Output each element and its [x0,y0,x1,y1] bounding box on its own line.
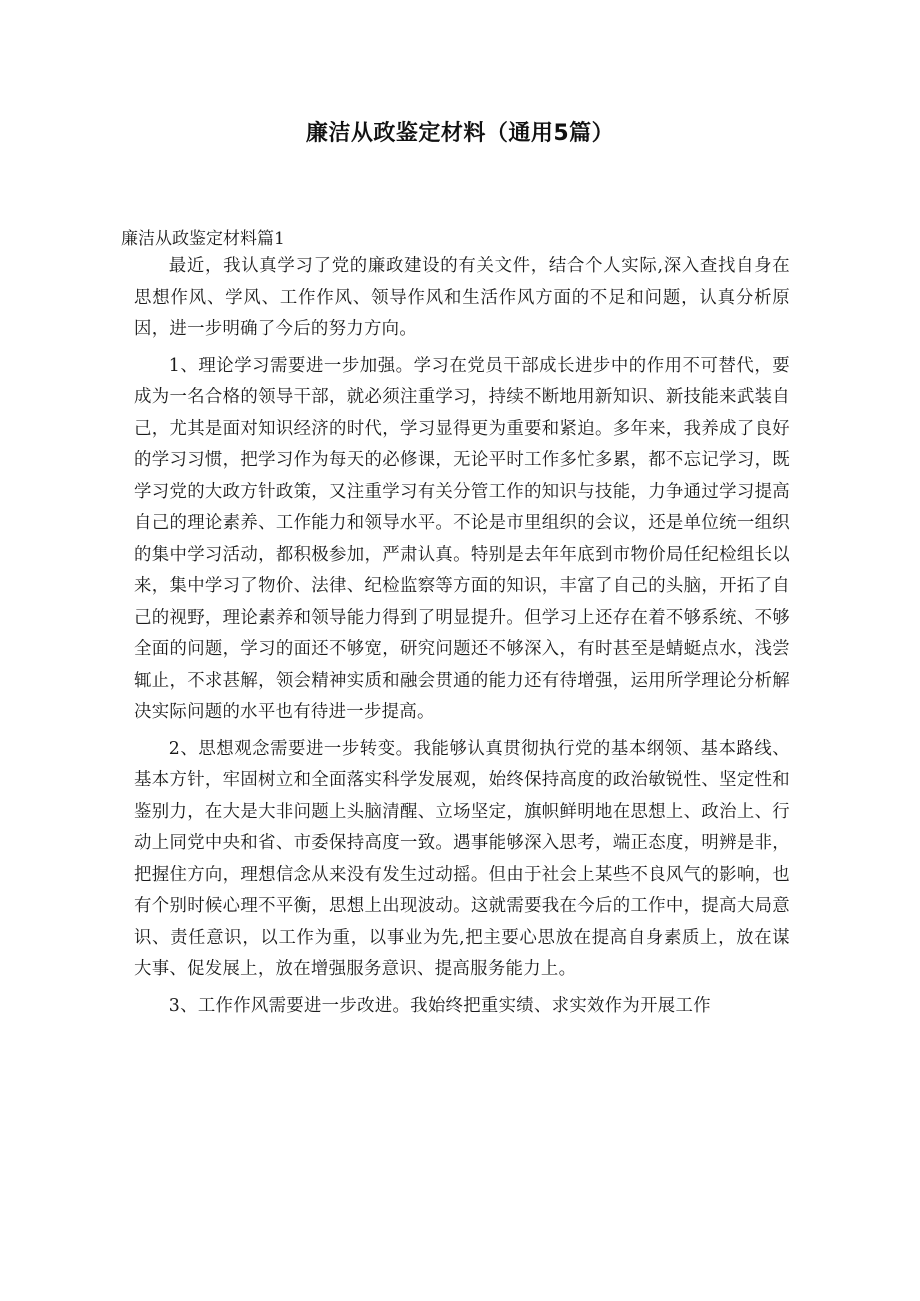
paragraph-thinking: 2、思想观念需要进一步转变。我能够认真贯彻执行党的基本纲领、基本路线、基本方针，牢固树立和全面落实科学发展观，始终保持高度的政治敏锐性、坚定性和鉴别力，在大是大非问题上头脑清醒、立场坚定，旗帜鲜明地在思想上、政治上、行动上同党中央和省、市委保持高度一致。遇事能够深入思考，端正态度，明辨是非，把握住方向，理想信念从来没有发生过动摇。但由于社会上某些不良风气的影响，也有个别时候心理不平衡，思想上出现波动。这就需要我在今后的工作中，提高大局意识、责任意识，以工作为重，以事业为先,把主要心思放在提高自身素质上，放在谋大事、促发展上，放在增强服务意识、提高服务能力上。 [134,738,790,979]
document-body [134,251,790,1027]
document-title: 廉洁从政鉴定材料（通用5篇） [305,121,615,146]
section-heading: 廉洁从政鉴定材料篇1 [121,229,285,249]
paragraph-theory-study: 1、理论学习需要进一步加强。学习在党员干部成长进步中的作用不可替代，要成为一名合格的领导干部，就必须注重学习，持续不断地用新知识、新技能来武装自己，尤其是面对知识经济的时代，学习显得更为重要和紧迫。多年来，我养成了良好的学习习惯，把学习作为每天的必修课，无论平时工作多忙多累，都不忘记学习，既学习党的大政方针政策，又注重学习有关分管工作的知识与技能，力争通过学习提高自己的理论素养、工作能力和领导水平。不论是市里组织的会议，还是单位统一组织的集中学习活动，都积极参加，严肃认真。特别是去年年底到市物价局任纪检组长以来，集中学习了物价、法律、纪检监察等方面的知识，丰富了自己的头脑，开拓了自己的视野，理论素养和领导能力得到了明显提升。但学习上还存在着不够系统、不够全面的问题，学习的面还不够宽，研究问题还不够深入，有时甚至是蜻蜓点水，浅尝辄止，不求甚解，领会精神实质和融会贯通的能力还有待增强，运用所学理论分析解决实际问题的水平也有待进一步提高。 [134,355,790,722]
paragraph-work-style: 3、工作作风需要进一步改进。我始终把重实绩、求实效作为开展工作 [168,995,711,1016]
paragraph-intro: 最近，我认真学习了党的廉政建设的有关文件，结合个人实际,深入查找自身在思想作风、学风、工作作风、领导作风和生活作风方面的不足和问题，认真分析原因，进一步明确了今后的努力方向。 [134,256,790,339]
